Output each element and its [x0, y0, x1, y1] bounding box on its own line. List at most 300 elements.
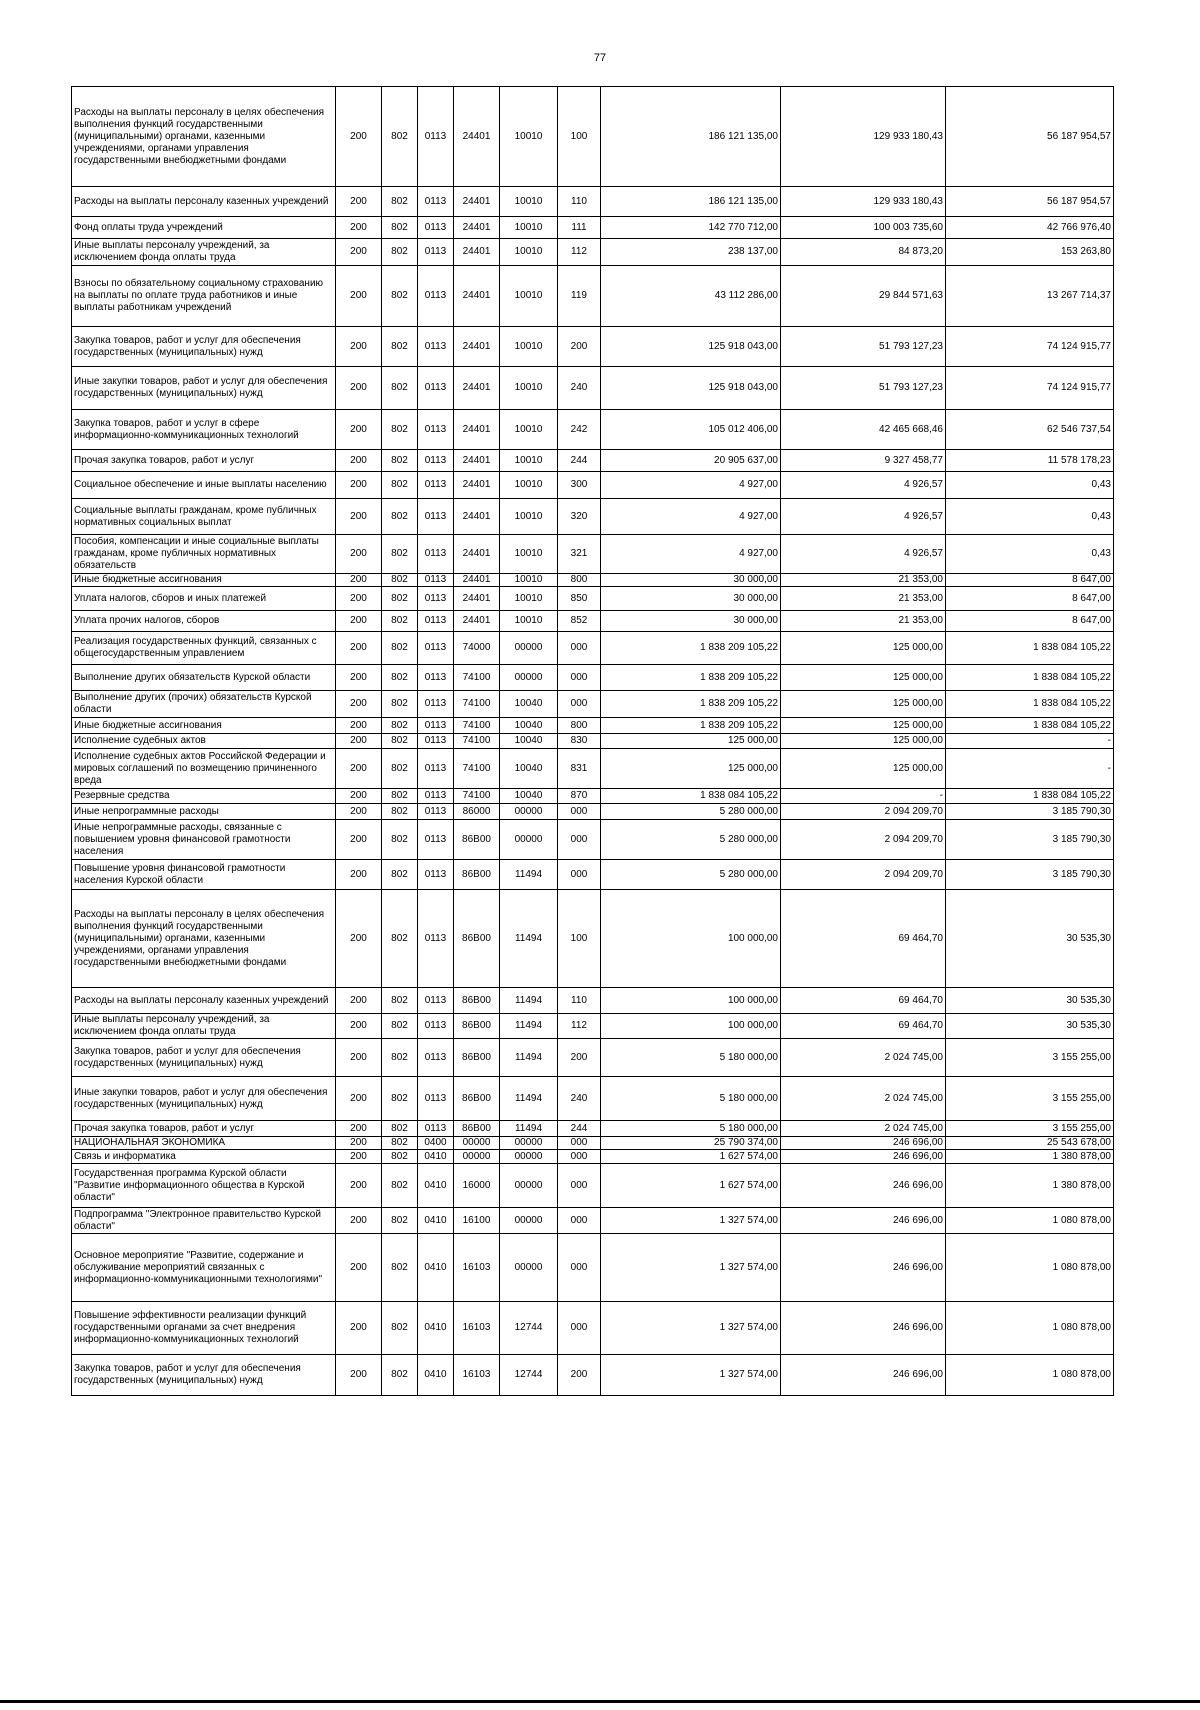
cell-value-1: 100 000,00: [601, 988, 781, 1014]
cell-name: Иные выплаты персоналу учреждений, за исключением фонда оплаты труда: [72, 1014, 336, 1039]
cell-section: 0113: [418, 499, 454, 535]
cell-direction: 10010: [500, 611, 558, 632]
cell-section: 0113: [418, 789, 454, 804]
cell-expense-type: 244: [558, 450, 601, 472]
cell-section: 0400: [418, 1137, 454, 1150]
cell-value-2: 2 024 745,00: [781, 1077, 946, 1121]
cell-program: 74000: [454, 632, 500, 665]
cell-code-2: 802: [382, 890, 418, 988]
cell-expense-type: 000: [558, 804, 601, 820]
cell-code-2: 802: [382, 1014, 418, 1039]
cell-value-1: 4 927,00: [601, 472, 781, 499]
cell-value-3: 3 185 790,30: [946, 804, 1114, 820]
cell-value-3: 1 838 084 105,22: [946, 691, 1114, 718]
cell-expense-type: 800: [558, 718, 601, 734]
cell-code-1: 200: [336, 535, 382, 574]
cell-value-1: 1 838 209 105,22: [601, 691, 781, 718]
cell-name: Уплата прочих налогов, сборов: [72, 611, 336, 632]
cell-program: 86В00: [454, 820, 500, 860]
cell-direction: 11494: [500, 1014, 558, 1039]
cell-code-2: 802: [382, 1121, 418, 1137]
cell-program: 86В00: [454, 1077, 500, 1121]
cell-code-2: 802: [382, 632, 418, 665]
cell-direction: 10040: [500, 749, 558, 789]
cell-value-2: 246 696,00: [781, 1234, 946, 1302]
cell-code-2: 802: [382, 574, 418, 587]
cell-value-1: 1 838 209 105,22: [601, 665, 781, 691]
cell-code-2: 802: [382, 1039, 418, 1077]
cell-code-2: 802: [382, 499, 418, 535]
cell-name: Исполнение судебных актов Российской Федерации и мировых соглашений по возмещению причиненного вреда: [72, 749, 336, 789]
cell-program: 24401: [454, 499, 500, 535]
cell-code-1: 200: [336, 734, 382, 749]
cell-code-2: 802: [382, 266, 418, 327]
cell-value-3: 153 263,80: [946, 239, 1114, 266]
cell-name: Иные непрограммные расходы, связанные с повышением уровня финансовой грамотности населения: [72, 820, 336, 860]
cell-code-1: 200: [336, 217, 382, 239]
cell-value-3: 1 380 878,00: [946, 1164, 1114, 1208]
cell-direction: 11494: [500, 988, 558, 1014]
cell-direction: 11494: [500, 1039, 558, 1077]
cell-section: 0113: [418, 1039, 454, 1077]
cell-name: Государственная программа Курской области "Развитие информационного общества в Курской области": [72, 1164, 336, 1208]
table-row: [72, 611, 1114, 632]
cell-expense-type: 244: [558, 1121, 601, 1137]
table-row: [72, 472, 1114, 499]
cell-section: 0113: [418, 535, 454, 574]
budget-table: [71, 86, 1114, 1396]
cell-value-2: 246 696,00: [781, 1164, 946, 1208]
table-row: [72, 367, 1114, 410]
table-row: [72, 574, 1114, 587]
cell-value-3: 30 535,30: [946, 890, 1114, 988]
table-row: [72, 587, 1114, 611]
cell-code-2: 802: [382, 1150, 418, 1164]
cell-code-2: 802: [382, 535, 418, 574]
cell-value-3: 62 546 737,54: [946, 410, 1114, 450]
cell-value-2: 129 933 180,43: [781, 187, 946, 217]
cell-code-1: 200: [336, 367, 382, 410]
table-row: [72, 718, 1114, 734]
cell-value-2: 2 094 209,70: [781, 804, 946, 820]
cell-direction: 10010: [500, 574, 558, 587]
cell-code-2: 802: [382, 472, 418, 499]
table-row: [72, 665, 1114, 691]
cell-expense-type: 110: [558, 187, 601, 217]
cell-value-1: 1 627 574,00: [601, 1150, 781, 1164]
cell-code-1: 200: [336, 1039, 382, 1077]
cell-value-1: 1 327 574,00: [601, 1208, 781, 1234]
cell-expense-type: 000: [558, 860, 601, 890]
cell-expense-type: 831: [558, 749, 601, 789]
cell-value-2: 29 844 571,63: [781, 266, 946, 327]
cell-direction: 10010: [500, 327, 558, 367]
cell-name: Основное мероприятие "Развитие, содержание и обслуживание мероприятий связанных с информационно-коммуникационными технологиями": [72, 1234, 336, 1302]
cell-value-1: 1 327 574,00: [601, 1234, 781, 1302]
cell-section: 0113: [418, 1077, 454, 1121]
cell-value-1: 30 000,00: [601, 611, 781, 632]
cell-code-2: 802: [382, 87, 418, 187]
cell-expense-type: 300: [558, 472, 601, 499]
cell-value-1: 1 627 574,00: [601, 1164, 781, 1208]
cell-section: 0113: [418, 804, 454, 820]
cell-value-3: 1 380 878,00: [946, 1150, 1114, 1164]
cell-value-3: 74 124 915,77: [946, 327, 1114, 367]
cell-value-2: 125 000,00: [781, 665, 946, 691]
cell-expense-type: 111: [558, 217, 601, 239]
cell-name: Прочая закупка товаров, работ и услуг: [72, 1121, 336, 1137]
cell-value-1: 1 327 574,00: [601, 1355, 781, 1396]
cell-expense-type: 000: [558, 1150, 601, 1164]
cell-program: 86В00: [454, 988, 500, 1014]
cell-direction: 10040: [500, 789, 558, 804]
cell-value-3: 42 766 976,40: [946, 217, 1114, 239]
table-row: [72, 87, 1114, 187]
cell-section: 0113: [418, 574, 454, 587]
cell-code-1: 200: [336, 1302, 382, 1355]
cell-program: 86В00: [454, 1039, 500, 1077]
cell-section: 0113: [418, 367, 454, 410]
cell-code-1: 200: [336, 472, 382, 499]
cell-section: 0113: [418, 410, 454, 450]
cell-section: 0113: [418, 472, 454, 499]
cell-code-2: 802: [382, 718, 418, 734]
cell-value-3: 56 187 954,57: [946, 187, 1114, 217]
cell-expense-type: 852: [558, 611, 601, 632]
cell-expense-type: 000: [558, 1137, 601, 1150]
cell-expense-type: 110: [558, 988, 601, 1014]
table-row: [72, 691, 1114, 718]
cell-value-1: 125 918 043,00: [601, 367, 781, 410]
cell-value-2: 2 094 209,70: [781, 860, 946, 890]
cell-code-1: 200: [336, 611, 382, 632]
cell-program: 24401: [454, 239, 500, 266]
cell-expense-type: 000: [558, 691, 601, 718]
cell-section: 0113: [418, 860, 454, 890]
cell-code-1: 200: [336, 718, 382, 734]
cell-section: 0113: [418, 187, 454, 217]
table-row: [72, 789, 1114, 804]
cell-section: 0113: [418, 890, 454, 988]
cell-program: 86В00: [454, 1014, 500, 1039]
cell-value-1: 5 280 000,00: [601, 804, 781, 820]
cell-direction: 00000: [500, 804, 558, 820]
cell-program: 74100: [454, 749, 500, 789]
cell-value-2: 69 464,70: [781, 988, 946, 1014]
cell-expense-type: 000: [558, 1208, 601, 1234]
cell-value-2: 125 000,00: [781, 734, 946, 749]
cell-expense-type: 112: [558, 1014, 601, 1039]
table-row: [72, 535, 1114, 574]
cell-code-2: 802: [382, 789, 418, 804]
cell-expense-type: 830: [558, 734, 601, 749]
cell-code-1: 200: [336, 789, 382, 804]
cell-expense-type: 000: [558, 665, 601, 691]
cell-value-1: 25 790 374,00: [601, 1137, 781, 1150]
table-row: [72, 327, 1114, 367]
cell-direction: 11494: [500, 1077, 558, 1121]
cell-program: 24401: [454, 410, 500, 450]
cell-section: 0113: [418, 632, 454, 665]
cell-code-1: 200: [336, 266, 382, 327]
cell-value-1: 186 121 135,00: [601, 87, 781, 187]
table-row: [72, 890, 1114, 988]
cell-name: Иные закупки товаров, работ и услуг для обеспечения государственных (муниципальных) нужд: [72, 1077, 336, 1121]
cell-direction: 10010: [500, 535, 558, 574]
cell-value-1: 43 112 286,00: [601, 266, 781, 327]
cell-value-1: 5 180 000,00: [601, 1077, 781, 1121]
cell-code-2: 802: [382, 587, 418, 611]
cell-program: 16000: [454, 1164, 500, 1208]
cell-code-2: 802: [382, 691, 418, 718]
cell-value-2: 246 696,00: [781, 1137, 946, 1150]
cell-name: Расходы на выплаты персоналу в целях обеспечения выполнения функций государственными (муниципальными) органами, казенными учреждениями, органами управления государственными внебюджетными фондами: [72, 87, 336, 187]
cell-name: Связь и информатика: [72, 1150, 336, 1164]
cell-direction: 00000: [500, 632, 558, 665]
cell-direction: 10010: [500, 450, 558, 472]
cell-direction: 12744: [500, 1355, 558, 1396]
cell-program: 16103: [454, 1302, 500, 1355]
cell-name: Иные непрограммные расходы: [72, 804, 336, 820]
cell-value-2: 100 003 735,60: [781, 217, 946, 239]
cell-value-3: 3 185 790,30: [946, 820, 1114, 860]
cell-name: Взносы по обязательному социальному страхованию на выплаты по оплате труда работников и иные выплаты работникам учреждений: [72, 266, 336, 327]
cell-value-1: 1 838 209 105,22: [601, 718, 781, 734]
cell-code-2: 802: [382, 734, 418, 749]
cell-value-3: 0,43: [946, 535, 1114, 574]
cell-section: 0113: [418, 734, 454, 749]
table-row: [72, 1234, 1114, 1302]
cell-expense-type: 240: [558, 367, 601, 410]
cell-code-2: 802: [382, 450, 418, 472]
cell-expense-type: 100: [558, 87, 601, 187]
cell-value-2: 246 696,00: [781, 1355, 946, 1396]
cell-direction: 11494: [500, 890, 558, 988]
cell-value-3: 3 185 790,30: [946, 860, 1114, 890]
cell-code-2: 802: [382, 1355, 418, 1396]
cell-direction: 00000: [500, 1137, 558, 1150]
cell-code-1: 200: [336, 327, 382, 367]
cell-value-3: 3 155 255,00: [946, 1121, 1114, 1137]
cell-code-1: 200: [336, 749, 382, 789]
cell-code-2: 802: [382, 367, 418, 410]
cell-value-2: 246 696,00: [781, 1302, 946, 1355]
cell-section: 0113: [418, 1121, 454, 1137]
cell-code-1: 200: [336, 890, 382, 988]
cell-direction: 10010: [500, 217, 558, 239]
cell-direction: 00000: [500, 665, 558, 691]
cell-section: 0113: [418, 217, 454, 239]
cell-section: 0113: [418, 1014, 454, 1039]
cell-program: 24401: [454, 217, 500, 239]
cell-program: 74100: [454, 718, 500, 734]
cell-value-1: 30 000,00: [601, 574, 781, 587]
cell-value-1: 5 280 000,00: [601, 860, 781, 890]
cell-program: 24401: [454, 367, 500, 410]
cell-code-1: 200: [336, 691, 382, 718]
cell-direction: 10010: [500, 472, 558, 499]
page-bottom-border: [0, 1700, 1200, 1703]
cell-value-3: 74 124 915,77: [946, 367, 1114, 410]
cell-code-2: 802: [382, 804, 418, 820]
cell-program: 24401: [454, 266, 500, 327]
cell-value-1: 4 927,00: [601, 499, 781, 535]
cell-value-3: 8 647,00: [946, 611, 1114, 632]
cell-code-1: 200: [336, 450, 382, 472]
cell-expense-type: 242: [558, 410, 601, 450]
cell-code-1: 200: [336, 587, 382, 611]
cell-program: 24401: [454, 472, 500, 499]
cell-value-1: 1 327 574,00: [601, 1302, 781, 1355]
cell-program: 24401: [454, 574, 500, 587]
cell-code-1: 200: [336, 187, 382, 217]
cell-code-1: 200: [336, 1164, 382, 1208]
cell-expense-type: 321: [558, 535, 601, 574]
cell-section: 0410: [418, 1302, 454, 1355]
cell-code-1: 200: [336, 1355, 382, 1396]
cell-value-1: 20 905 637,00: [601, 450, 781, 472]
table-row: [72, 749, 1114, 789]
cell-name: Исполнение судебных актов: [72, 734, 336, 749]
cell-section: 0113: [418, 87, 454, 187]
cell-code-2: 802: [382, 665, 418, 691]
cell-value-3: 3 155 255,00: [946, 1077, 1114, 1121]
cell-expense-type: 119: [558, 266, 601, 327]
table-row: [72, 988, 1114, 1014]
cell-code-2: 802: [382, 1208, 418, 1234]
cell-code-1: 200: [336, 1137, 382, 1150]
cell-program: 86В00: [454, 860, 500, 890]
cell-code-2: 802: [382, 1164, 418, 1208]
cell-section: 0113: [418, 611, 454, 632]
cell-code-1: 200: [336, 1077, 382, 1121]
cell-code-2: 802: [382, 820, 418, 860]
cell-direction: 10010: [500, 187, 558, 217]
cell-program: 16103: [454, 1234, 500, 1302]
cell-code-1: 200: [336, 87, 382, 187]
cell-value-2: 84 873,20: [781, 239, 946, 266]
cell-value-1: 1 838 209 105,22: [601, 632, 781, 665]
cell-section: 0113: [418, 239, 454, 266]
cell-expense-type: 870: [558, 789, 601, 804]
cell-value-2: -: [781, 789, 946, 804]
cell-value-3: 56 187 954,57: [946, 87, 1114, 187]
cell-program: 16100: [454, 1208, 500, 1234]
cell-name: Прочая закупка товаров, работ и услуг: [72, 450, 336, 472]
cell-value-1: 125 000,00: [601, 734, 781, 749]
cell-code-1: 200: [336, 1234, 382, 1302]
cell-code-2: 802: [382, 1137, 418, 1150]
cell-name: Закупка товаров, работ и услуг для обеспечения государственных (муниципальных) нужд: [72, 1039, 336, 1077]
cell-name: Реализация государственных функций, связанных с общегосударственным управлением: [72, 632, 336, 665]
cell-code-2: 802: [382, 860, 418, 890]
cell-value-3: 30 535,30: [946, 1014, 1114, 1039]
cell-value-1: 142 770 712,00: [601, 217, 781, 239]
table-row: [72, 410, 1114, 450]
table-row: [72, 1302, 1114, 1355]
cell-code-1: 200: [336, 239, 382, 266]
cell-value-1: 5 180 000,00: [601, 1121, 781, 1137]
table-row: [72, 187, 1114, 217]
cell-code-1: 200: [336, 860, 382, 890]
cell-code-2: 802: [382, 1077, 418, 1121]
cell-program: 74100: [454, 691, 500, 718]
cell-value-1: 186 121 135,00: [601, 187, 781, 217]
cell-direction: 10040: [500, 691, 558, 718]
cell-value-3: 11 578 178,23: [946, 450, 1114, 472]
cell-name: Фонд оплаты труда учреждений: [72, 217, 336, 239]
table-row: [72, 860, 1114, 890]
cell-name: Иные выплаты персоналу учреждений, за исключением фонда оплаты труда: [72, 239, 336, 266]
cell-value-2: 129 933 180,43: [781, 87, 946, 187]
cell-value-2: 125 000,00: [781, 632, 946, 665]
cell-section: 0113: [418, 718, 454, 734]
cell-direction: 11494: [500, 1121, 558, 1137]
cell-code-1: 200: [336, 1150, 382, 1164]
cell-expense-type: 100: [558, 890, 601, 988]
cell-direction: 10010: [500, 239, 558, 266]
cell-value-1: 1 838 084 105,22: [601, 789, 781, 804]
cell-code-2: 802: [382, 327, 418, 367]
cell-value-3: 1 838 084 105,22: [946, 789, 1114, 804]
cell-name: Повышение эффективности реализации функций государственными органами за счет внедрения информационно-коммуникационных технологий: [72, 1302, 336, 1355]
cell-direction: 00000: [500, 820, 558, 860]
cell-value-1: 100 000,00: [601, 1014, 781, 1039]
cell-value-3: 1 080 878,00: [946, 1208, 1114, 1234]
table-row: [72, 499, 1114, 535]
cell-value-2: 4 926,57: [781, 499, 946, 535]
cell-direction: 10010: [500, 367, 558, 410]
cell-direction: 00000: [500, 1164, 558, 1208]
cell-value-3: 13 267 714,37: [946, 266, 1114, 327]
cell-value-2: 9 327 458,77: [781, 450, 946, 472]
cell-code-2: 802: [382, 988, 418, 1014]
cell-value-1: 125 000,00: [601, 749, 781, 789]
cell-value-3: -: [946, 749, 1114, 789]
cell-value-3: -: [946, 734, 1114, 749]
cell-value-2: 125 000,00: [781, 691, 946, 718]
cell-value-3: 1 838 084 105,22: [946, 718, 1114, 734]
cell-program: 86000: [454, 804, 500, 820]
cell-value-3: 3 155 255,00: [946, 1039, 1114, 1077]
cell-name: Закупка товаров, работ и услуг для обеспечения государственных (муниципальных) нужд: [72, 327, 336, 367]
cell-value-2: 2 094 209,70: [781, 820, 946, 860]
cell-section: 0113: [418, 450, 454, 472]
cell-section: 0410: [418, 1234, 454, 1302]
cell-name: Подпрограмма "Электронное правительство Курской области": [72, 1208, 336, 1234]
cell-code-1: 200: [336, 665, 382, 691]
cell-program: 24401: [454, 535, 500, 574]
cell-program: 24401: [454, 187, 500, 217]
cell-section: 0113: [418, 665, 454, 691]
cell-program: 24401: [454, 450, 500, 472]
cell-value-3: 30 535,30: [946, 988, 1114, 1014]
cell-expense-type: 200: [558, 327, 601, 367]
table-row: [72, 734, 1114, 749]
cell-expense-type: 240: [558, 1077, 601, 1121]
cell-value-2: 42 465 668,46: [781, 410, 946, 450]
cell-section: 0113: [418, 749, 454, 789]
cell-name: Уплата налогов, сборов и иных платежей: [72, 587, 336, 611]
cell-program: 74100: [454, 665, 500, 691]
cell-code-2: 802: [382, 217, 418, 239]
cell-value-3: 1 080 878,00: [946, 1234, 1114, 1302]
cell-section: 0113: [418, 691, 454, 718]
cell-name: Социальное обеспечение и иные выплаты населению: [72, 472, 336, 499]
table-row: [72, 820, 1114, 860]
cell-code-1: 200: [336, 410, 382, 450]
cell-expense-type: 200: [558, 1039, 601, 1077]
